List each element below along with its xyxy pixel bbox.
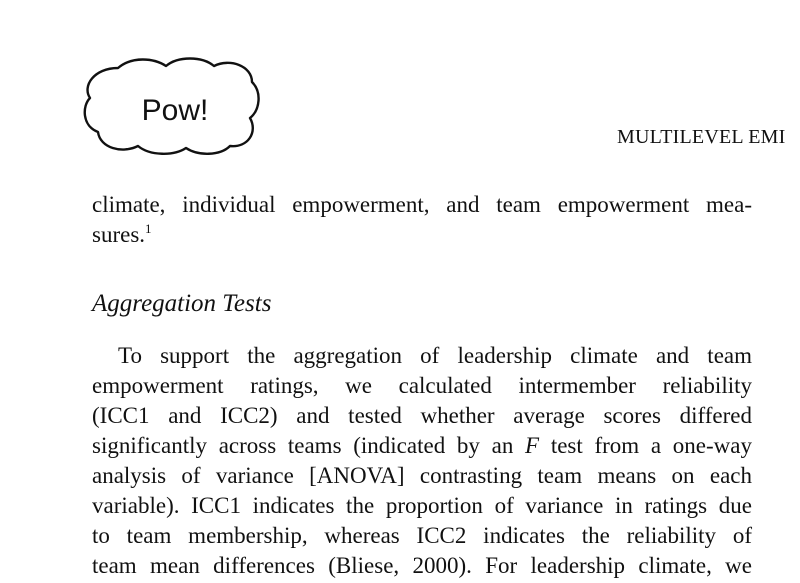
stamp-text: Pow! [141, 93, 209, 127]
text-line: climate, individual empowerment, and team empowerment mea- [92, 192, 752, 217]
text-line: variable). ICC1 indicates the proportion of variance in ratings due [92, 493, 752, 518]
footnote-marker: 1 [145, 221, 152, 236]
text-run: test from a one-way [539, 433, 752, 458]
text-line: empowerment ratings, we calculated intermember reliability [92, 373, 752, 398]
section-heading: Aggregation Tests [92, 290, 272, 317]
text-line: team mean differences (Bliese, 2000). For leadership climate, we [92, 553, 752, 578]
text-run: significantly across teams (indicated by an [92, 433, 526, 458]
text-line: To support the aggregation of leadership climate and team [118, 343, 752, 368]
paragraph-continuation [92, 190, 752, 250]
cloud-shape-icon [80, 54, 262, 156]
italic-term: F [525, 433, 540, 458]
text-line [92, 220, 752, 250]
text-line: (ICC1 and ICC2) and tested whether average scores differed [92, 403, 752, 428]
text-line: analysis of variance [ANOVA] contrasting team means on each [92, 463, 752, 488]
text-run: sures. [92, 222, 146, 247]
text-line [92, 431, 752, 461]
paragraph-aggregation-tests [92, 341, 752, 581]
running-head: MULTILEVEL EMI [617, 126, 786, 148]
pow-stamp [80, 54, 262, 156]
text-line: to team membership, whereas ICC2 indicates the reliability of [92, 523, 752, 548]
